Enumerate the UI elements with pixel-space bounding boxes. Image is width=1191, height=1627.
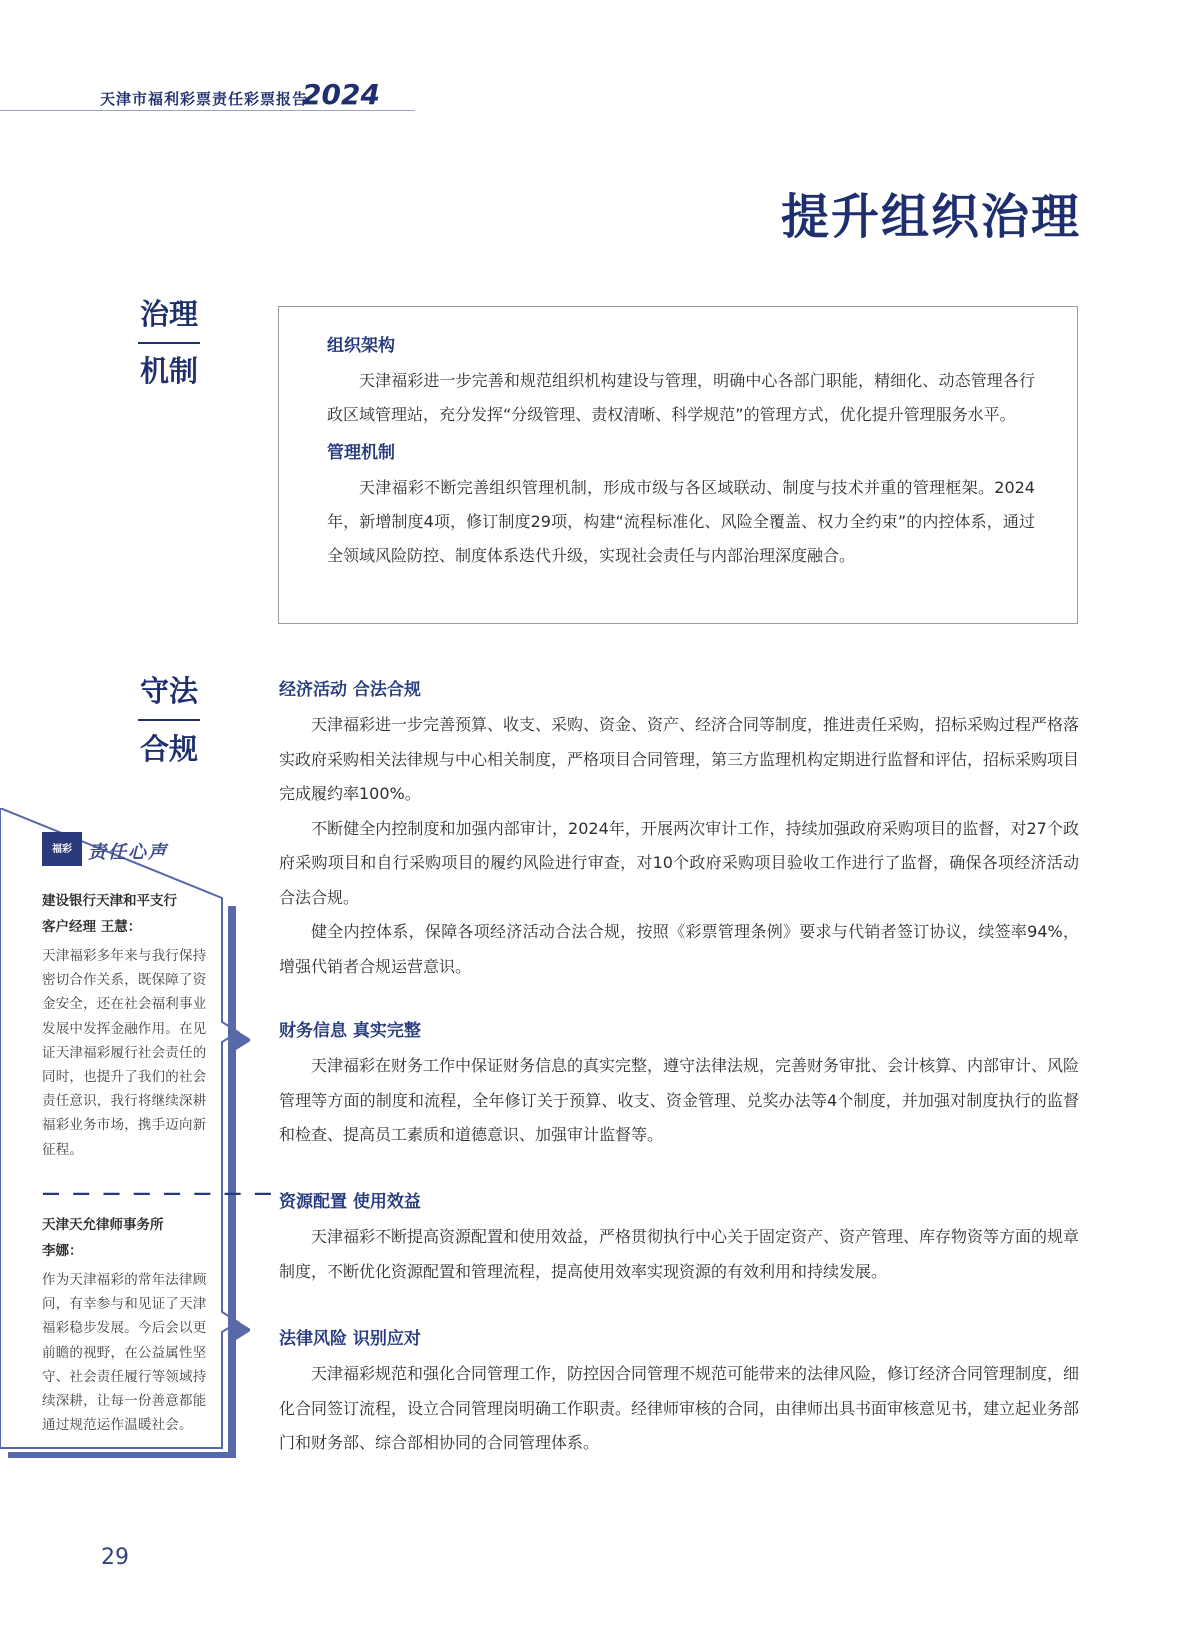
mgmt-mechanism-text: 天津福彩不断完善组织管理机制，形成市级与各区域联动、制度与技术并重的管理框架。2024年，新增制度4项，修订制度29项，构建“流程标准化、风险全覆盖、权力全约束”的内控体系，通过全领域风险防控、制度体系迭代升级，实现社会责任与内部治理深度融合。 bbox=[327, 478, 1035, 565]
compliance-label-line1: 守法 bbox=[139, 674, 198, 708]
mgmt-mechanism-heading: 管理机制 bbox=[327, 443, 395, 463]
page-title: 提升组织治理 bbox=[780, 189, 1081, 245]
org-structure-heading: 组织架构 bbox=[327, 336, 395, 356]
voice-quote-2-text: 作为天津福彩的常年法律顾问，有幸参与和见证了天津福彩稳步发展。今后会以更前瞻的视野，在公益属性坚守、社会责任履行等领域持续深耕，让每一份善意都能通过规范运作温暖社会。 bbox=[42, 1272, 207, 1434]
economic-activity-para-1: 天津福彩进一步完善预算、收支、采购、资金、资产、经济合同等制度，推进责任采购，招标采购过程严格落实政府采购相关法律规与中心相关制度，严格项目合同管理，第三方监理机构定期进行监督和评估，招标采购项目完成履约率100%。 bbox=[279, 715, 1080, 803]
voice-quote-1-speaker-line2: 客户经理 王慧： bbox=[42, 919, 142, 935]
economic-activity-heading: 经济活动 合法合规 bbox=[279, 680, 421, 700]
voice-quote-1-text: 天津福彩多年来与我行保持密切合作关系，既保障了资金安全，还在社会福利事业发展中发挥金融作用。在见证天津福彩履行社会责任的同时，也提升了我们的社会责任意识，我行将继续深耕福彩业务市场，携手迈向新征程。 bbox=[42, 948, 207, 1158]
compliance-label-line2: 合规 bbox=[139, 732, 198, 766]
economic-activity-para-2: 不断健全内控制度和加强内部审计，2024年，开展两次审计工作，持续加强政府采购项目的监督，对27个政府采购项目和自行采购项目的履约风险进行审查，对10个政府采购项目验收工作进行了监督，确保各项经济活动合法合规。 bbox=[279, 818, 1079, 907]
report-title: 天津市福利彩票责任彩票报告 bbox=[100, 90, 309, 108]
legal-risk-heading: 法律风险 识别应对 bbox=[279, 1329, 421, 1349]
voice-quote-2-speaker-line1: 天津天允律师事务所 bbox=[42, 1217, 164, 1233]
voice-heading: 责任心声 bbox=[88, 842, 168, 863]
voice-logo-text: 福彩 bbox=[52, 843, 72, 855]
report-year: 2024 bbox=[302, 78, 380, 111]
resource-allocation-section bbox=[279, 1187, 1079, 1289]
governance-label-line2: 机制 bbox=[139, 354, 198, 388]
economic-activity-section bbox=[279, 675, 1079, 984]
voice-quote-1 bbox=[42, 888, 218, 1162]
governance-label-line1: 治理 bbox=[139, 297, 198, 331]
financial-info-section bbox=[279, 1016, 1079, 1153]
governance-label-rule bbox=[138, 342, 200, 344]
voice-divider: — — — — — — — — bbox=[42, 1183, 275, 1204]
economic-activity-para-3: 健全内控体系，保障各项经济活动合法合规，按照《彩票管理条例》要求与代销者签订协议，续签率94%，增强代销者合规运营意识。 bbox=[279, 922, 1079, 976]
compliance-label-rule bbox=[138, 719, 200, 721]
legal-risk-para: 天津福彩规范和强化合同管理工作，防控因合同管理不规范可能带来的法律风险，修订经济合同管理制度，细化合同签订流程，设立合同管理岗明确工作职责。经律师审核的合同，由律师出具书面审核意见书，建立起业务部门和财务部、综合部相协同的合同管理体系。 bbox=[279, 1364, 1080, 1452]
resource-allocation-para: 天津福彩不断提高资源配置和使用效益，严格贯彻执行中心关于固定资产、资产管理、库存物资等方面的规章制度，不断优化资源配置和管理流程，提高使用效率实现资源的有效利用和持续发展。 bbox=[279, 1227, 1080, 1281]
voice-quote-1-speaker-line1: 建设银行天津和平支行 bbox=[42, 893, 177, 909]
voice-logo bbox=[42, 832, 82, 866]
legal-risk-section bbox=[279, 1324, 1079, 1461]
financial-info-para: 天津福彩在财务工作中保证财务信息的真实完整，遵守法律法规，完善财务审批、会计核算、内部审计、风险管理等方面的制度和流程，全年修订关于预算、收支、资金管理、兑奖办法等4个制度，并加强对制度执行的监督和检查、提高员工素质和道德意识、加强审计监督等。 bbox=[279, 1056, 1080, 1144]
voice-quote-2 bbox=[42, 1212, 218, 1437]
voice-quote-2-speaker-line2: 李娜： bbox=[42, 1243, 83, 1259]
financial-info-heading: 财务信息 真实完整 bbox=[279, 1021, 421, 1041]
governance-box bbox=[278, 306, 1078, 624]
org-structure-text: 天津福彩进一步完善和规范组织机构建设与管理，明确中心各部门职能，精细化、动态管理各行政区域管理站，充分发挥“分级管理、责权清晰、科学规范”的管理方式，优化提升管理服务水平。 bbox=[327, 371, 1035, 424]
resource-allocation-heading: 资源配置 使用效益 bbox=[279, 1192, 421, 1212]
page-number: 29 bbox=[101, 1545, 129, 1570]
